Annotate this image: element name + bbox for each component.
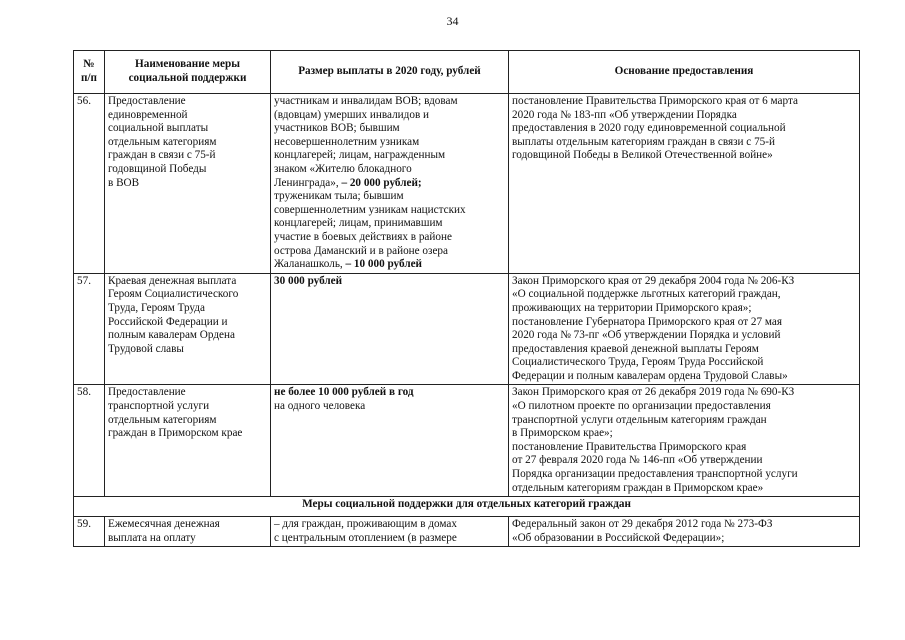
table-row (74, 94, 860, 274)
payment-amount: не более 10 000 рублей в год на одного человека (271, 385, 509, 497)
measure-name: Ежемесячная денежная выплата на оплату (105, 517, 271, 547)
measure-name: Предоставление единовременной социальной выплаты отдельным категориям граждан в связи с 75-й годовщиной Победы в ВОВ (105, 94, 271, 274)
measure-name: Предоставление транспортной услуги отдельным категориям граждан в Приморском крае (105, 385, 271, 497)
payment-amount: 30 000 рублей (271, 273, 509, 385)
page-number: 34 (446, 14, 459, 28)
legal-basis: постановление Правительства Приморского края от 6 марта 2020 года № 183-пп «Об утверждении Порядка предоставления в 2020 году единовременной социальной выплаты отдельным категориям граждан в связи с 75-й годовщиной Победы в Великой Отечественной войне» (509, 94, 860, 274)
table-row (74, 517, 860, 547)
header-row (74, 51, 860, 94)
row-number: 58. (74, 385, 105, 497)
amount-value: – 10 000 рублей (345, 258, 423, 271)
header-basis: Основание предоставления (509, 51, 860, 94)
row-number: 59. (74, 517, 105, 547)
section-title: Меры социальной поддержки для отдельных категорий граждан (74, 497, 860, 517)
legal-basis: Федеральный закон от 29 декабря 2012 года № 273-ФЗ «Об образовании в Российской Федерации»; (509, 517, 860, 547)
section-header-row (74, 497, 860, 517)
row-number: 56. (74, 94, 105, 274)
legal-basis: Закон Приморского края от 29 декабря 2004 года № 206-КЗ «О социальной поддержке льготных категорий граждан, проживающих на территории Приморского края»; постановление Губернатора Приморского края от 27 мая 2020 года № 73-пг «Об утверждении Порядка и условий предоставления краевой денежной выплаты Героям Социалистического Труда, Героям Труда Российской Федерации и полным кавалерам ордена Трудовой Славы» (509, 273, 860, 385)
amount-text: Жаланашколь, (274, 258, 346, 271)
header-amount: Размер выплаты в 2020 году, рублей (271, 51, 509, 94)
payment-amount: участникам и инвалидам ВОВ; вдовам (вдовцам) умерших инвалидов и участников ВОВ; бывшим несовершеннолетним узникам концлагерей; лицам, награжденным знаком «Жителю блокадного Ленинграда», – 20 000 рублей; труженикам тыла; бывшим совершеннолетним узникам нацистских концлагерей; лицам, принимавшим участие в боевых действиях в районе острова Даманский и в районе озера Жаланашколь, – 10 000 рублей (271, 94, 509, 274)
social-support-table (73, 50, 860, 547)
legal-basis: Закон Приморского края от 26 декабря 2019 года № 690-КЗ «О пилотном проекте по организации предоставления транспортной услуги отдельным категориям граждан в Приморском крае»; постановление Правительства Приморского края от 27 февраля 2020 года № 146-пп «Об утверждении Порядка организации предоставления транспортной услуги отдельным категориям граждан в Приморском крае» (509, 385, 860, 497)
table-row (74, 385, 860, 497)
header-name: Наименование меры социальной поддержки (105, 51, 271, 94)
amount-text: Ленинграда», (274, 176, 342, 189)
header-num: № п/п (74, 51, 105, 94)
amount-value: – 20 000 рублей; (341, 176, 422, 189)
table-row (74, 273, 860, 385)
row-number: 57. (74, 273, 105, 385)
measure-name: Краевая денежная выплата Героям Социалистического Труда, Героям Труда Российской Федерации и полным кавалерам Ордена Трудовой славы (105, 273, 271, 385)
payment-amount: – для граждан, проживающим в домах с центральным отоплением (в размере (271, 517, 509, 547)
